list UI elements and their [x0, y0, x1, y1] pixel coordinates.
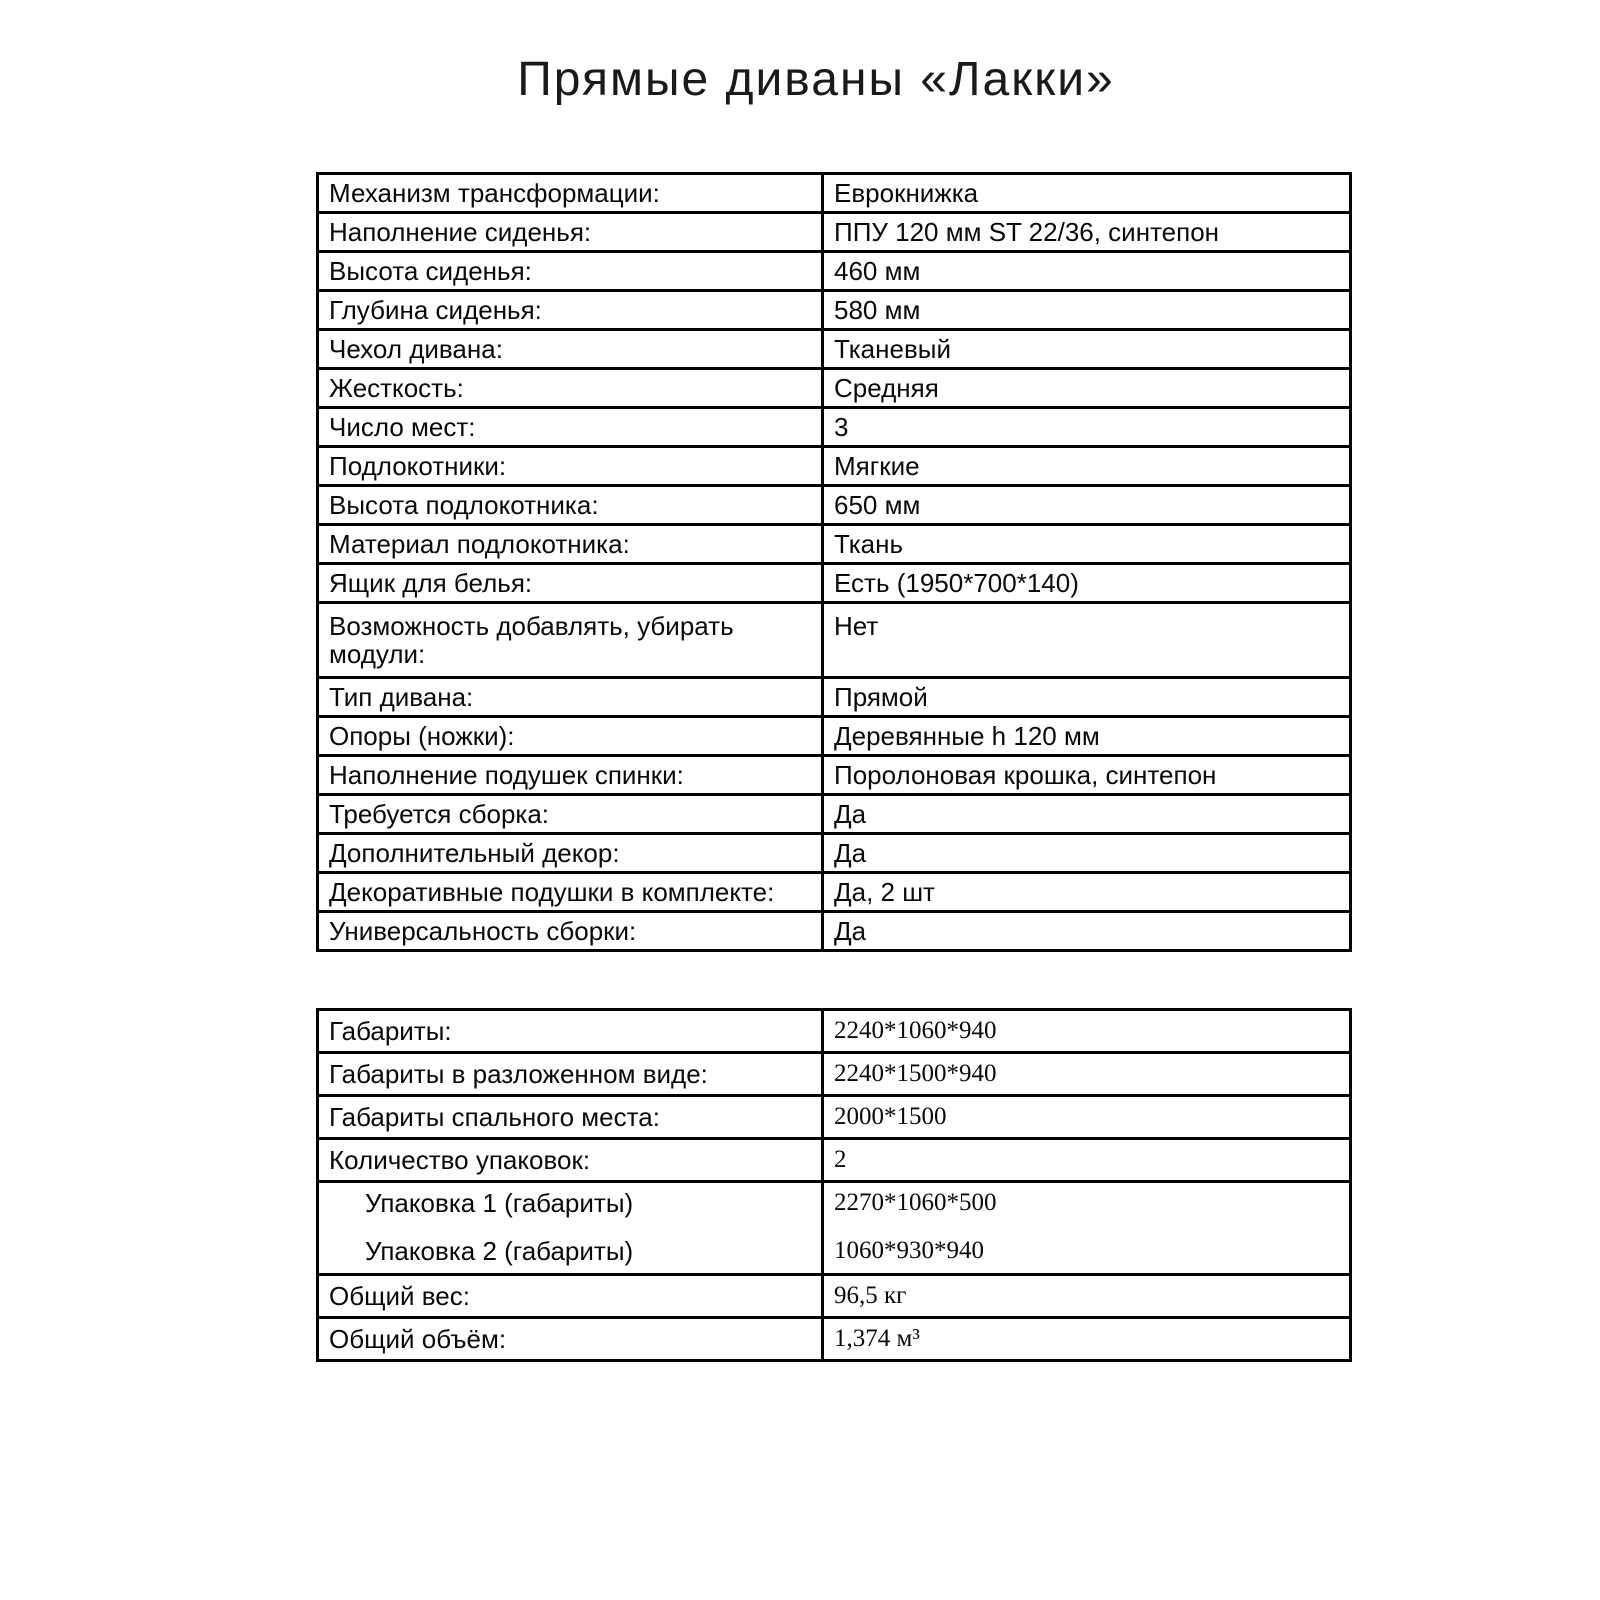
spec-label: Требуется сборка: [318, 795, 823, 834]
spec-label: Тип дивана: [318, 678, 823, 717]
dimension-label: Габариты в разложенном виде: [318, 1053, 823, 1096]
spec-label: Универсальность сборки: [318, 912, 823, 951]
package-values-cell [823, 1182, 1351, 1275]
table-row [318, 717, 1351, 756]
spec-label: Глубина сиденья: [318, 291, 823, 330]
table-row [318, 1096, 1351, 1139]
spec-label: Подлокотники: [318, 447, 823, 486]
table-row [318, 873, 1351, 912]
table-row [318, 252, 1351, 291]
spec-value: 650 мм [823, 486, 1351, 525]
dimensions-table [316, 1008, 1352, 1362]
package-value: 1060*930*940 [834, 1237, 984, 1264]
dimension-label: Общий объём: [318, 1318, 823, 1361]
specs-table [316, 172, 1352, 952]
spec-value: 460 мм [823, 252, 1351, 291]
spec-label: Число мест: [318, 408, 823, 447]
spec-label: Опоры (ножки): [318, 717, 823, 756]
spec-value: Мягкие [823, 447, 1351, 486]
spec-label: Наполнение подушек спинки: [318, 756, 823, 795]
dimension-label: Количество упаковок: [318, 1139, 823, 1182]
package-labels-cell [318, 1182, 823, 1275]
packages-row [318, 1182, 1351, 1275]
dimension-value: 2240*1500*940 [823, 1053, 1351, 1096]
package-value: 2270*1060*500 [834, 1189, 997, 1216]
spec-value: 3 [823, 408, 1351, 447]
spec-label: Высота подлокотника: [318, 486, 823, 525]
spec-label: Высота сиденья: [318, 252, 823, 291]
spec-label: Дополнительный декор: [318, 834, 823, 873]
table-row [318, 330, 1351, 369]
spec-value: Да [823, 834, 1351, 873]
spec-value: Тканевый [823, 330, 1351, 369]
spec-value: 580 мм [823, 291, 1351, 330]
table-row [318, 564, 1351, 603]
table-row [318, 1318, 1351, 1361]
spec-value: Деревянные h 120 мм [823, 717, 1351, 756]
table-row [318, 525, 1351, 564]
spec-value: Поролоновая крошка, синтепон [823, 756, 1351, 795]
dimension-value: 2000*1500 [823, 1096, 1351, 1139]
spec-label: Ящик для белья: [318, 564, 823, 603]
spec-label: Наполнение сиденья: [318, 213, 823, 252]
dimension-label: Общий вес: [318, 1275, 823, 1318]
table-row [318, 408, 1351, 447]
table-row [318, 834, 1351, 873]
spec-value: Да [823, 912, 1351, 951]
table-row [318, 1010, 1351, 1053]
dimension-value: 96,5 кг [823, 1275, 1351, 1318]
table-row [318, 291, 1351, 330]
table-row [318, 1139, 1351, 1182]
table-row [318, 912, 1351, 951]
spec-value: Еврокнижка [823, 174, 1351, 213]
spec-label: Жесткость: [318, 369, 823, 408]
spec-label: Чехол дивана: [318, 330, 823, 369]
table-row [318, 447, 1351, 486]
spec-value: Да [823, 795, 1351, 834]
table-row [318, 174, 1351, 213]
table-row [318, 1275, 1351, 1318]
spec-value: Средняя [823, 369, 1351, 408]
table-row [318, 603, 1351, 678]
table-row [318, 213, 1351, 252]
dimension-value: 2 [823, 1139, 1351, 1182]
table-row [318, 795, 1351, 834]
spec-label: Возможность добавлять, убирать модули: [318, 603, 823, 678]
table-row [318, 678, 1351, 717]
page-title: Прямые диваны «Лакки» [517, 53, 1115, 106]
table-row [318, 1053, 1351, 1096]
spec-value: ППУ 120 мм ST 22/36, синтепон [823, 213, 1351, 252]
spec-value: Ткань [823, 525, 1351, 564]
dimension-value: 2240*1060*940 [823, 1010, 1351, 1053]
spec-value: Прямой [823, 678, 1351, 717]
spec-value: Да, 2 шт [823, 873, 1351, 912]
spec-value: Есть (1950*700*140) [823, 564, 1351, 603]
spec-label: Декоративные подушки в комплекте: [318, 873, 823, 912]
dimension-label: Габариты: [318, 1010, 823, 1053]
spec-label: Материал подлокотника: [318, 525, 823, 564]
dimension-label: Габариты спального места: [318, 1096, 823, 1139]
table-row [318, 756, 1351, 795]
package-label: Упаковка 2 (габариты) [365, 1236, 634, 1266]
table-row [318, 486, 1351, 525]
table-row [318, 369, 1351, 408]
package-label: Упаковка 1 (габариты) [365, 1188, 634, 1218]
spec-value: Нет [823, 603, 1351, 678]
dimension-value: 1,374 м³ [823, 1318, 1351, 1361]
spec-label: Механизм трансформации: [318, 174, 823, 213]
